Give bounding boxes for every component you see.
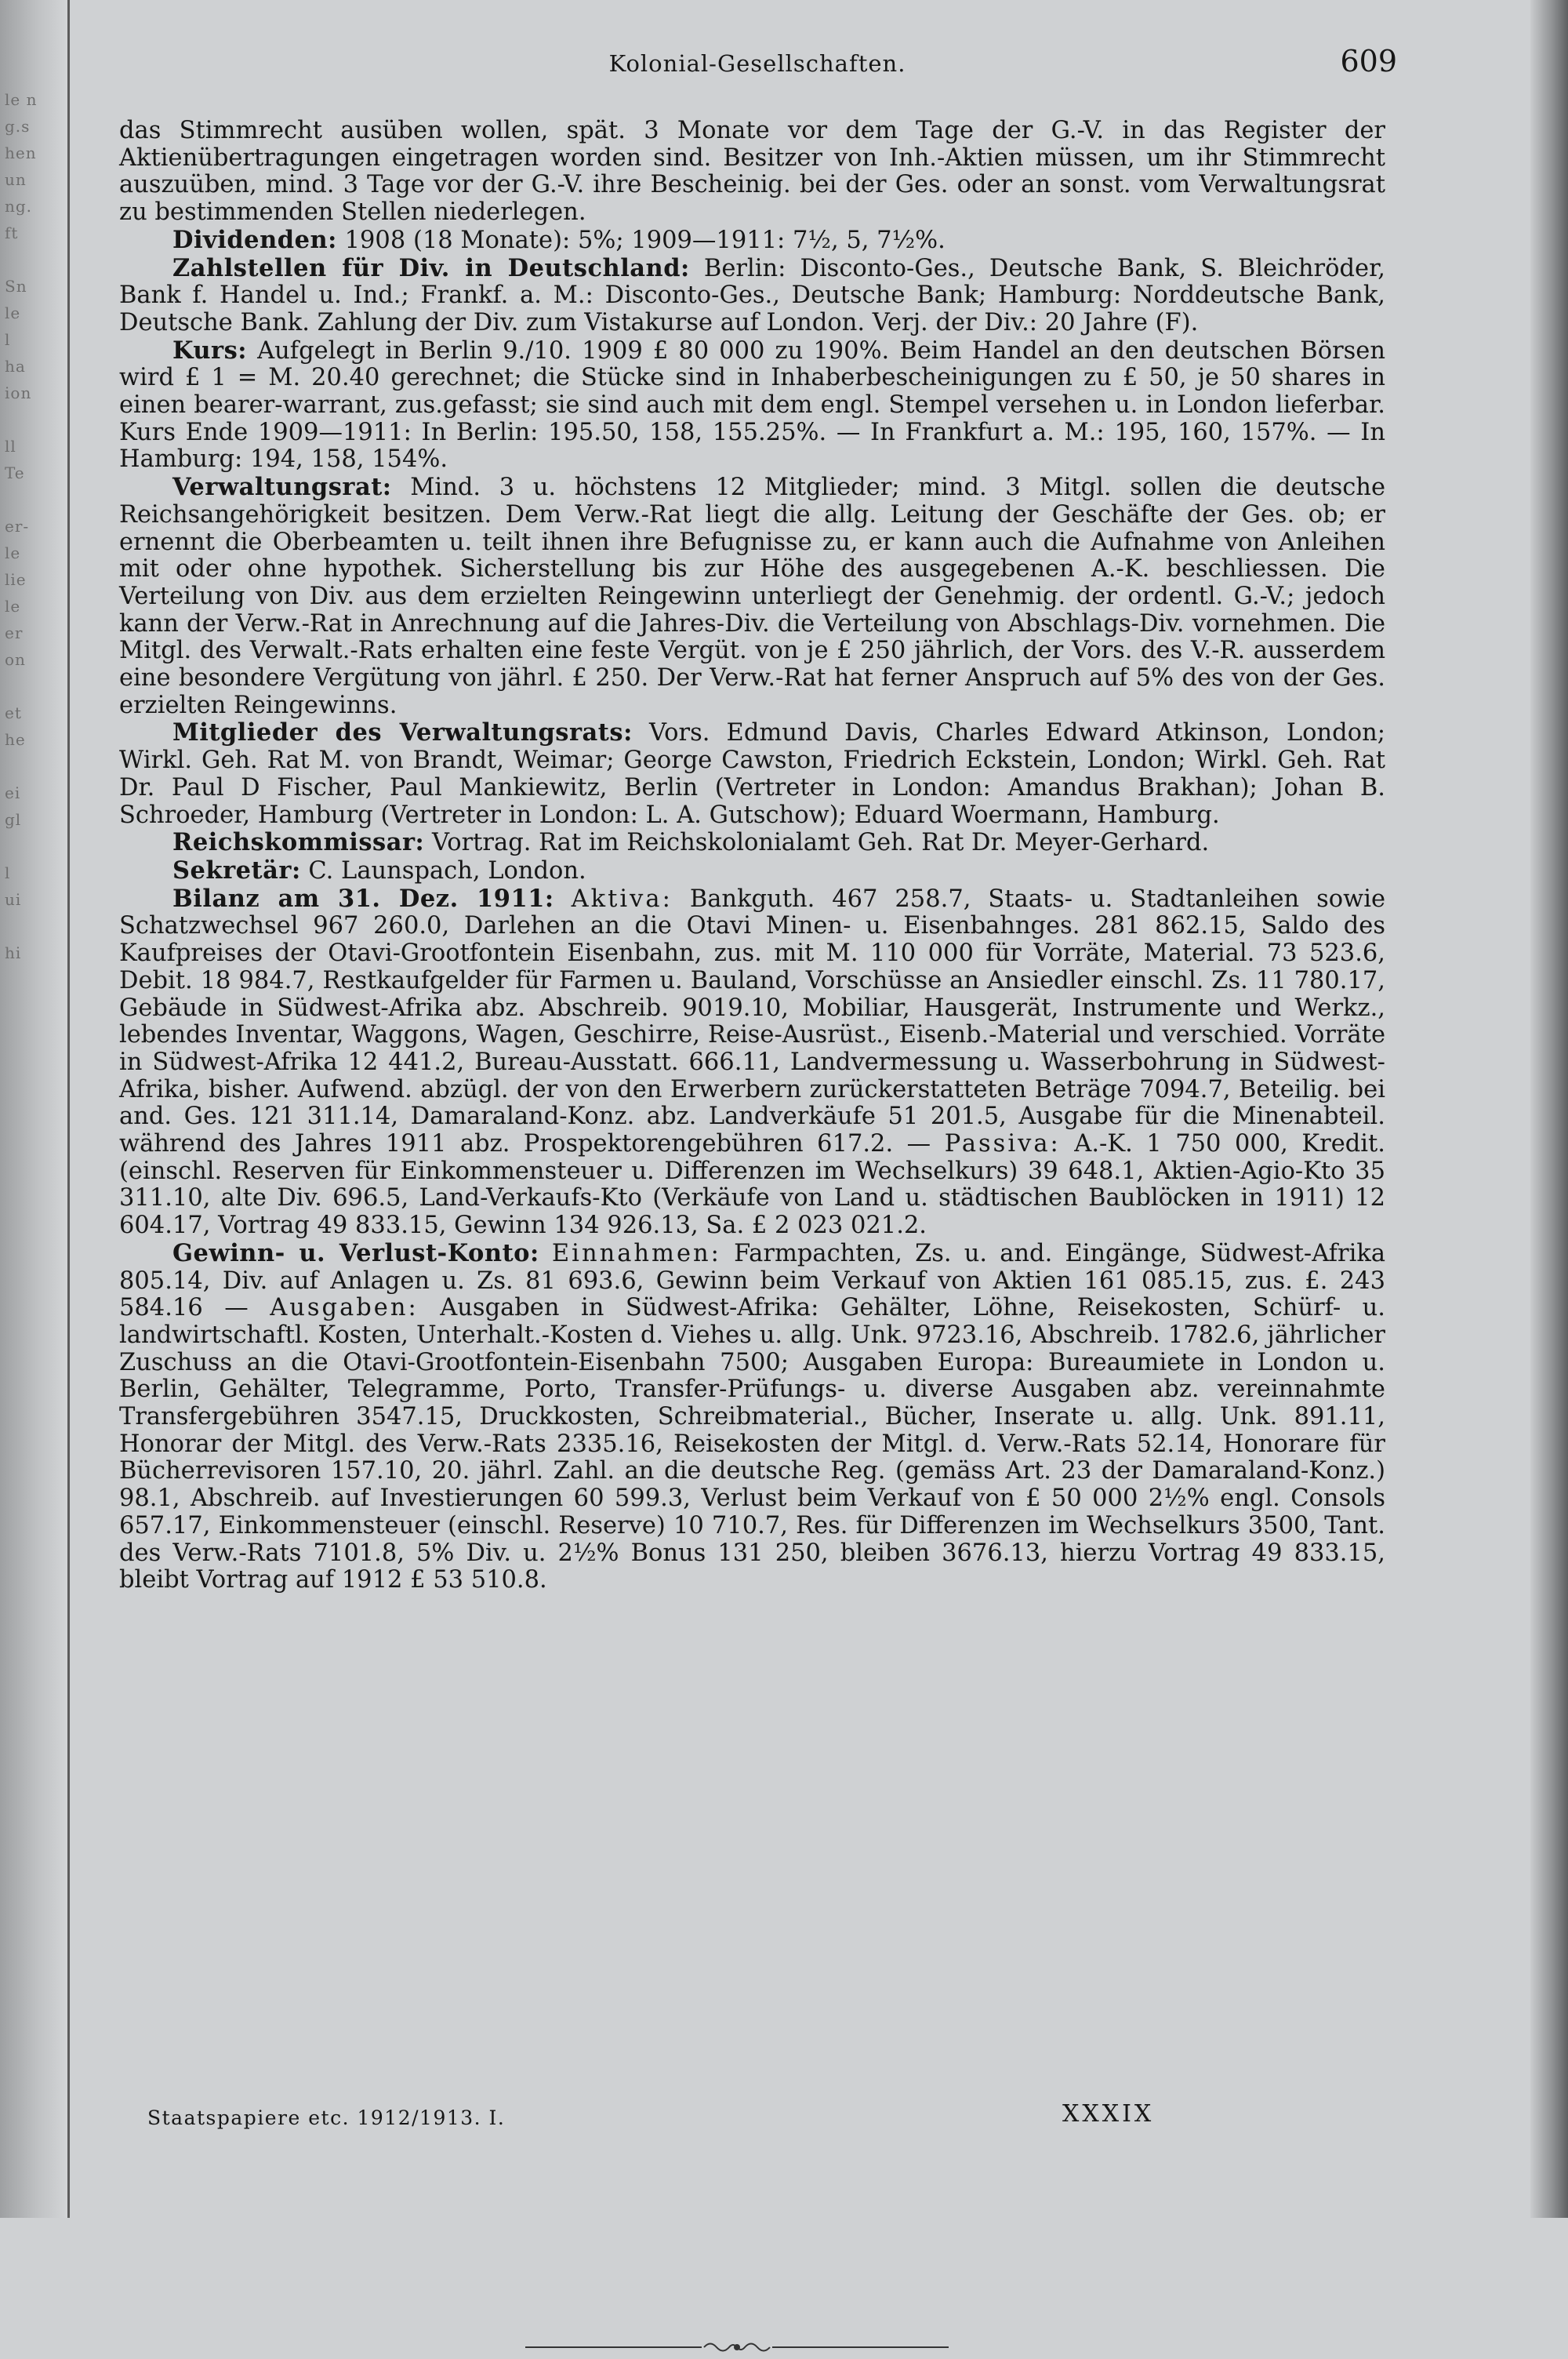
margin-fragment: gl bbox=[5, 810, 22, 829]
margin-fragment: he bbox=[5, 730, 26, 749]
margin-fragment: Sn bbox=[5, 277, 27, 296]
margin-fragment bbox=[5, 486, 60, 513]
section-label: Reichskommissar: bbox=[172, 828, 425, 857]
section-label: Sekretär: bbox=[172, 856, 301, 885]
paragraph-text: Farmpachten, Zs. u. and. Eingänge, Südwest-Afrika 805.14, Div. auf Anlagen u. Zs. 81 693.6, Gewinn beim Verkauf von Aktien 161 085.15, zus. £. 243 584.16 — bbox=[119, 1239, 1386, 1322]
section-label: Gewinn- u. Verlust-Konto: bbox=[172, 1238, 539, 1267]
paragraph-text: C. Launspach, London. bbox=[308, 856, 586, 885]
paragraph-gewinn-verlust bbox=[119, 1240, 1385, 1594]
paragraph-text: das Stimmrecht ausüben wollen, spät. 3 Monate vor dem Tage der G.-V. in das Register der Aktienübertragungen eingetragen worden sind. Besitzer von Inh.-Aktien müssen, um ihr Stimmrecht auszuüben, mind. 3 Tage vor der G.-V. ihre Bescheinig. bei der Ges. oder an sonst. vom Verwaltungsrat zu bestimmenden Stellen niederlegen. bbox=[119, 117, 1385, 227]
paragraph-text: Mind. 3 u. höchstens 12 Mitglieder; mind. 3 Mitgl. sollen die deutsche Reichsangehörigkeit besitzen. Dem Verw.-Rat liegt die allg. Leitung der Geschäfte der Ges. ob; er ernennt die Oberbeamten u. teilt ihnen ihre Befugnisse zu, er kann auch die Aufnahme von Anleihen mit oder ohne hypothek. Sicherstellung bis zur Höhe des ausgegebenen A.-K. beschliessen. Die Verteilung von Div. aus dem erzielten Reingewinn unterliegt der Genehmig. der ordentl. G.-V.; jedoch kann der Verw.-Rat in Anrechnung auf die Jahres-Div. die Verteilung von Abschlags-Div. vornehmen. Die Mitgl. des Verwalt.-Rats erhalten eine feste Vergüt. von je £ 250 jährlich, der Vors. des V.-R. ausserdem eine besondere Vergütung von jährl. £ 250. Der Verw.-Rat hat ferner Anspruch auf 5% des von der Ges. erzielten Reingewinns. bbox=[119, 474, 1385, 719]
paragraph-text: Vortrag. Rat im Reichskolonialamt Geh. Rat Dr. Meyer-Gerhard. bbox=[432, 829, 1210, 857]
margin-fragment: un bbox=[5, 170, 27, 189]
margin-fragment: ha bbox=[5, 357, 26, 376]
signature-mark: XXXIX bbox=[1062, 2100, 1155, 2128]
article-body bbox=[119, 118, 1385, 1594]
section-label: Zahlstellen für Div. in Deutschland: bbox=[172, 253, 690, 282]
section-label: Kurs: bbox=[172, 336, 248, 365]
paragraph-verwaltungsrat bbox=[119, 474, 1385, 719]
margin-fragment: ng. bbox=[5, 197, 33, 216]
paragraph-kurs bbox=[119, 337, 1385, 474]
section-label: Verwaltungsrat: bbox=[172, 473, 392, 502]
margin-fragment: hen bbox=[5, 144, 37, 162]
page-number: 609 bbox=[1340, 44, 1397, 78]
subsection-label: Einnahmen: bbox=[551, 1239, 721, 1267]
margin-fragment: le bbox=[5, 304, 21, 322]
margin-fragment: ui bbox=[5, 890, 22, 909]
margin-fragment: er- bbox=[5, 517, 30, 536]
paragraph-bilanz bbox=[119, 885, 1385, 1240]
paragraph-dividenden bbox=[119, 227, 1385, 255]
paragraph-reichskommissar bbox=[119, 829, 1385, 857]
right-page-edge bbox=[1530, 0, 1568, 2218]
paragraph-text: A.-K. 1 750 000, Kredit. (einschl. Reserven für Einkommensteuer u. Differenzen im Wechselkurs) 39 648.1, Aktien-Agio-Kto 35 311.10, alte Div. 696.5, Land-Verkaufs-Kto (Verkäufe von Land u. städtischen Baublöcken in 1911) 12 604.17, Vortrag 49 833.15, Gewinn 134 926.13, Sa. £ 2 023 021.2. bbox=[119, 1130, 1386, 1240]
paragraph-mitglieder bbox=[119, 719, 1385, 829]
margin-fragment: l bbox=[5, 330, 11, 349]
margin-fragment: le bbox=[5, 597, 21, 616]
section-end-ornament bbox=[525, 2335, 949, 2359]
running-title: Kolonial-Gesellschaften. bbox=[608, 50, 906, 77]
ornament-flourish bbox=[704, 2344, 770, 2351]
paragraph-text: Berlin: Disconto-Ges., Deutsche Bank, S. Bleichröder, Bank f. Handel u. Ind.; Frankf. a. M.: Disconto-Ges., Deutsche Bank; Hamburg: Norddeutsche Bank, Deutsche Bank. Zahlung der Div. zum Vistakurse auf London. Verj. der Div.: 20 Jahre (F). bbox=[119, 254, 1385, 336]
margin-fragment: er bbox=[5, 623, 24, 642]
margin-fragment bbox=[5, 833, 60, 860]
margin-fragment: g.s bbox=[5, 117, 31, 136]
section-label: Mitglieder des Verwaltungsrats: bbox=[172, 718, 633, 747]
paragraph-intro bbox=[119, 118, 1385, 227]
margin-fragment bbox=[5, 406, 60, 433]
paragraph-text: Aufgelegt in Berlin 9./10. 1909 £ 80 000 zu 190%. Beim Handel an den deutschen Börsen wird £ 1 = M. 20.40 gerechnet; die Stücke sind in Inhaberbescheinigungen zu £ 50, je 50 shares in einen bearer-warrant, zus.gefasst; sie sind auch mit dem engl. Stempel versehen u. in London lieferbar. Kurs Ende 1909—1911: In Berlin: 195.50, 158, 155.25%. — In Frankfurt a. M.: 195, 160, 157%. — In Hamburg: 194, 158, 154%. bbox=[119, 336, 1385, 474]
margin-fragment: et bbox=[5, 703, 22, 722]
subsection-label: Aktiva: bbox=[571, 885, 673, 913]
margin-fragment bbox=[5, 246, 60, 273]
paragraph-sekretaer bbox=[119, 857, 1385, 885]
margin-fragment: hi bbox=[5, 943, 22, 962]
page-header bbox=[118, 44, 1397, 83]
margin-fragment: Te bbox=[5, 463, 25, 482]
footer-source: Staatspapiere etc. 1912/1913. I. bbox=[147, 2106, 506, 2129]
margin-fragment: lie bbox=[5, 570, 27, 589]
paragraph-text: Vors. Edmund Davis, Charles Edward Atkinson, London; Wirkl. Geh. Rat M. von Brandt, Weimar; George Cawston, Friedrich Eckstein, London; Wirkl. Geh. Rat Dr. Paul D Fischer, Paul Mankiewitz, Berlin (Vertreter in London: Amandus Brakhan); Johan B. Schroeder, Hamburg (Vertreter in London: L. A. Gutschow); Eduard Woermann, Hamburg. bbox=[119, 719, 1385, 829]
margin-fragment: ft bbox=[5, 224, 19, 242]
paragraph-text: Bankguth. 467 258.7, Staats- u. Stadtanleihen sowie Schatzwechsel 967 260.0, Darlehen an die Otavi Minen- u. Eisenbahnges. 281 862.15, Saldo des Kaufpreises der Otavi-Grootfontein Eisenbahn, zus. mit M. 110 000 für Vorräte, Material. 73 523.6, Debit. 18 984.7, Restkaufgelder für Farmen u. Bauland, Vorschüsse an Ansiedler einschl. Zs. 11 780.17, Gebäude in Südwest-Afrika abz. Abschreib. 9019.10, Mobiliar, Hausgerät, Instrumente und Werkz., lebendes Inventar, Waggons, Wagen, Geschirre, Reise-Ausrüst., Eisenb.-Material und verschied. Vorräte in Südwest-Afrika 12 441.2, Bureau-Ausstatt. 666.11, Landvermessung u. Wasserbohrung in Südwest-Afrika, bisher. Aufwend. abzügl. der von den Erwerbern zurückerstatteten Beträge 7094.7, Beteilig. bei and. Ges. 121 311.14, Damaraland-Konz. abz. Landverkäufe 51 201.5, Ausgabe für die Minenabteil. während des Jahres 1911 abz. Prospektorengebühren 617.2. — bbox=[119, 885, 1386, 1158]
subsection-label: Ausgaben: bbox=[270, 1294, 419, 1322]
paragraph-zahlstellen bbox=[119, 255, 1385, 337]
adjacent-page-margin bbox=[5, 86, 60, 966]
section-label: Dividenden: bbox=[172, 225, 337, 254]
paragraph-text: 1908 (18 Monate): 5%; 1909—1911: 7½, 5, 7½%. bbox=[344, 226, 946, 254]
margin-fragment: ll bbox=[5, 437, 16, 456]
section-label: Bilanz am 31. Dez. 1911: bbox=[172, 884, 554, 913]
margin-fragment: ei bbox=[5, 783, 21, 802]
margin-fragment: on bbox=[5, 650, 26, 669]
margin-fragment bbox=[5, 913, 60, 940]
margin-fragment: l bbox=[5, 863, 11, 882]
paragraph-text: Ausgaben in Südwest-Afrika: Gehälter, Löhne, Reisekosten, Schürf- u. landwirtschaftl. Kosten, Unterhalt.-Kosten d. Viehes u. allg. Unk. 9723.16, Abschreib. 1782.6, jährlicher Zuschuss an die Otavi-Grootfontein-Eisenbahn 7500; Ausgaben Europa: Bureaumiete in London u. Berlin, Gehälter, Telegramme, Porto, Transfer-Prüfungs- u. diverse Ausgaben abz. vereinnahmte Transfergebühren 3547.15, Druckkosten, Schreibmaterial., Bücher, Inserate u. allg. Unk. 891.11, Honorar der Mitgl. des Verw.-Rats 2335.16, Reisekosten der Mitgl. d. Verw.-Rats 52.14, Honorare für Bücherrevisoren 157.10, 20. jährl. Zahl. an die deutsche Reg. (gemäss Art. 23 der Damaraland-Konz.) 98.1, Abschreib. auf Investierungen 60 599.3, Verlust beim Verkauf von £ 50 000 2½% engl. Consols 657.17, Einkommensteuer (einschl. Reserve) 10 710.7, Res. für Differenzen im Wechselkurs 3500, Tant. des Verw.-Rats 7101.8, 5% Div. u. 2½% Bonus 131 250, bleiben 3676.13, hierzu Vortrag 49 833.15, bleibt Vortrag auf 1912 £ 53 510.8. bbox=[119, 1294, 1385, 1594]
margin-fragment: le bbox=[5, 543, 21, 562]
subsection-label: Passiva: bbox=[944, 1130, 1061, 1158]
margin-fragment: ion bbox=[5, 383, 32, 402]
margin-fragment bbox=[5, 673, 60, 700]
margin-fragment: le n bbox=[5, 90, 38, 109]
margin-fragment bbox=[5, 753, 60, 780]
